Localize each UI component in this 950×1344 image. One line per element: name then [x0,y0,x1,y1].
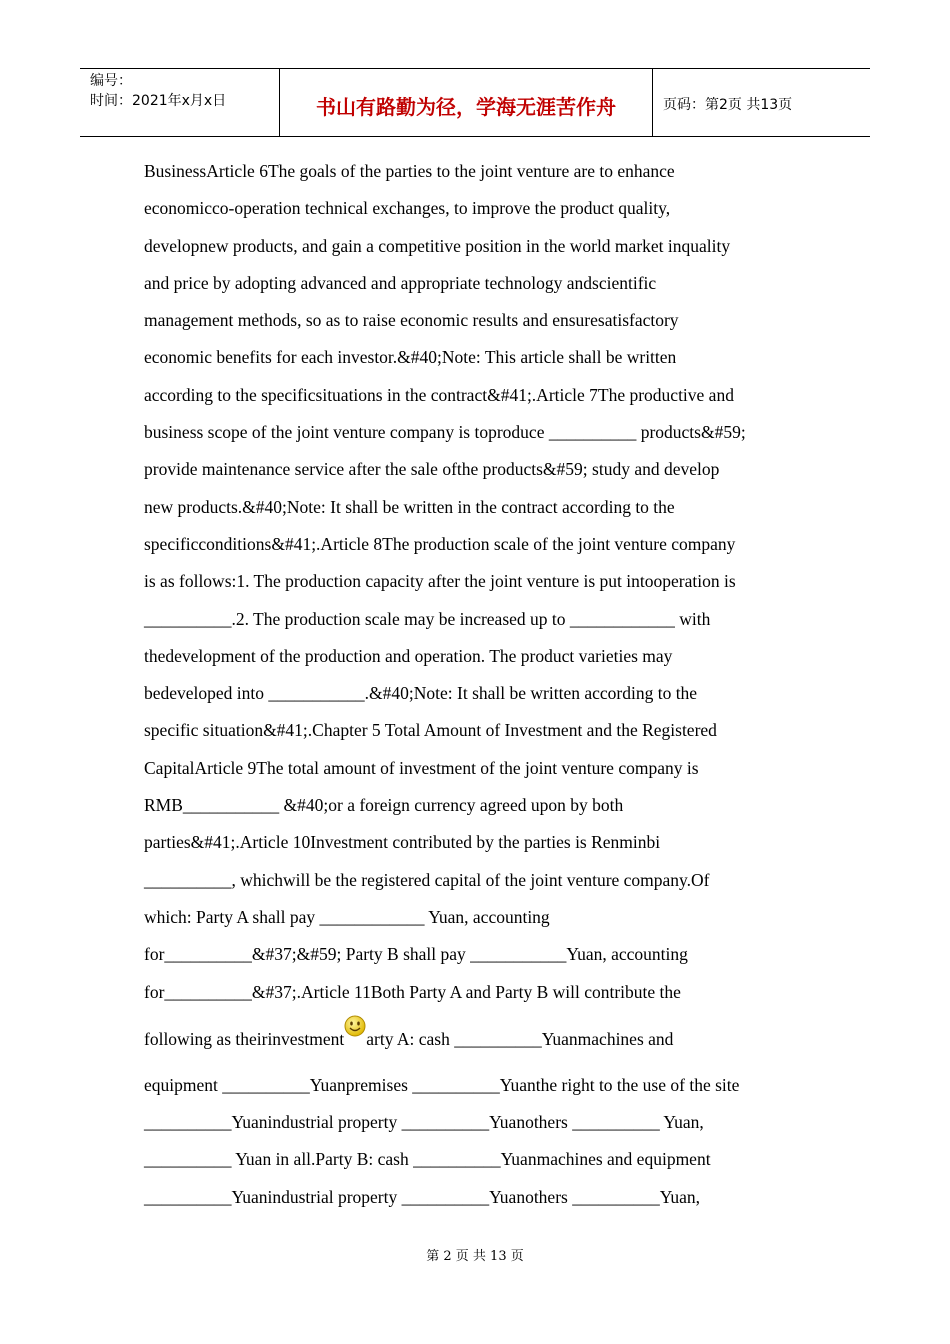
body-lines-before [144,153,814,1011]
page-footer: 第 2 页 共 13 页 [426,1249,524,1264]
body-line: for__________&#37;.Article 11Both Party A and Party B will contribute the [144,981,681,1002]
body-line: RMB___________ &#40;or a foreign currency agreed upon by both [144,795,624,816]
body-line: and price by adopting advanced and appropriate technology andscientific [144,272,657,293]
body-line: __________ Yuan in all.Party B: cash __________Yuanmachines and equipment [144,1149,711,1170]
document-body [144,153,814,1216]
body-line: __________, whichwill be the registered capital of the joint venture company.Of [144,869,710,890]
body-line: thedevelopment of the production and operation. The product varieties may [144,645,673,666]
body-line: economic benefits for each investor.&#40;Note: This article shall be written [144,347,677,368]
number-label: 编号： [90,73,132,89]
body-line: __________.2. The production scale may be increased up to ____________ with [144,608,711,629]
header-meta [80,69,280,136]
page-header [80,68,870,137]
body-line: according to the specificsituations in the contract&#41;.Article 7The productive and [144,384,734,405]
line-text-after-icon: arty A: cash __________Yuanmachines and [366,1028,674,1049]
body-line: specificconditions&#41;.Article 8The production scale of the joint venture company [144,533,736,554]
body-line: CapitalArticle 9The total amount of investment of the joint venture company is [144,757,699,778]
body-line: bedeveloped into ___________.&#40;Note: It shall be written according to the [144,683,698,704]
body-lines-after [144,1067,814,1216]
body-line: for__________&#37;&#59; Party B shall pay ___________Yuan, accounting [144,944,688,965]
body-line-with-icon [144,1011,814,1067]
body-line: __________Yuanindustrial property __________Yuanothers __________ Yuan, [144,1112,704,1133]
body-line: equipment __________Yuanpremises __________Yuanthe right to the use of the site [144,1074,740,1095]
header-page-info: 页码：第2页 共13页 [663,96,793,113]
header-motto: 书山有路勤为径，学海无涯苦作舟 [280,69,653,136]
body-line: BusinessArticle 6The goals of the parties to the joint venture are to enhance [144,161,675,181]
body-line: business scope of the joint venture company is toproduce __________ products&#59; [144,422,746,443]
body-line: management methods, so as to raise economic results and ensuresatisfactory [144,310,679,331]
body-line: is as follows:1. The production capacity after the joint venture is put intooperation is [144,571,736,592]
body-line: __________Yuanindustrial property __________Yuanothers __________Yuan, [144,1186,701,1207]
body-line: provide maintenance service after the sale ofthe products&#59; study and develop [144,459,720,480]
line-text-before-icon: following as theirinvestment [144,1028,345,1049]
body-line: economicco-operation technical exchanges, to improve the product quality, [144,198,671,219]
smiley-face-icon [344,1003,366,1025]
body-line: parties&#41;.Article 10Investment contributed by the parties is Renminbi [144,832,661,853]
body-line: new products.&#40;Note: It shall be written in the contract according to the [144,496,675,517]
time-label: 时间：2021年x月x日 [90,93,227,109]
body-line: specific situation&#41;.Chapter 5 Total Amount of Investment and the Registered [144,720,717,741]
body-line: which: Party A shall pay ____________ Yuan, accounting [144,906,550,927]
body-line: developnew products, and gain a competitive position in the world market inquality [144,235,731,256]
